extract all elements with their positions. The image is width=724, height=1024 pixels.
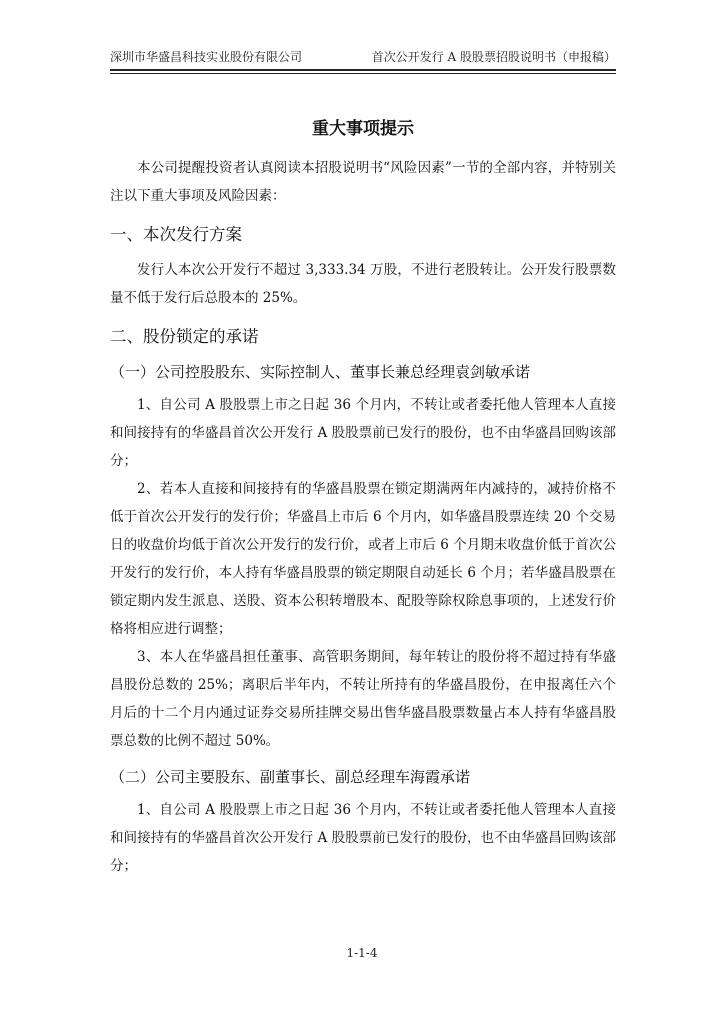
subsection-1-paragraph-1: 1、自公司 A 股股票上市之日起 36 个月内，不转让或者委托他人管理本人直接和间接持有的华盛昌首次公开发行 A 股股票前已发行的股份，也不由华盛昌回购该部分；: [110, 397, 616, 469]
running-header: [110, 48, 616, 66]
header-rule-thin: [110, 73, 616, 74]
subsection-2-heading: （二）公司主要股东、副董事长、副总经理车海霞承诺: [110, 768, 471, 786]
subsection-2-paragraph-1: 1、自公司 A 股股票上市之日起 36 个月内，不转让或者委托他人管理本人直接和间接持有的华盛昌首次公开发行 A 股股票前已发行的股份，也不由华盛昌回购该部分；: [110, 802, 616, 874]
subsection-1-paragraph-2: 2、若本人直接和间接持有的华盛昌股票在锁定期满两年内减持的，减持价格不低于首次公开发行的发行价；华盛昌上市后 6 个月内，如华盛昌股票连续 20 个交易日的收盘价均低于首次公开发行的发行价，或者上市后 6 个月期末收盘价低于首次公开发行的发行价，本人持有华盛昌股票的锁定期限自动延长 6 个月；若华盛昌股票在锁定期内发生派息、送股、资本公积转增股本、配股等除权除息事项的，上述发行价格将相应进行调整；: [110, 481, 616, 637]
subsection-1-heading: （一）公司控股股东、实际控制人、董事长兼总经理袁剑敏承诺: [110, 363, 531, 381]
section-1-paragraph: 发行人本次公开发行不超过 3,333.34 万股，不进行老股转让。公开发行股票数量不低于发行后总股本的 25%。: [110, 262, 616, 306]
section-1-heading: 一、本次发行方案: [110, 225, 242, 244]
page-number: 1-1-4: [346, 946, 378, 960]
header-company-name: 深圳市华盛昌科技实业股份有限公司: [110, 50, 303, 64]
header-document-name: 首次公开发行 A 股股票招股说明书（申报稿）: [371, 50, 616, 64]
page-content: [110, 116, 616, 880]
subsection-1-paragraph-3: 3、本人在华盛昌担任董事、高管职务期间，每年转让的股份将不超过持有华盛昌股份总数的 25%；离职后半年内，不转让所持有的华盛昌股份，在申报离任六个月后的十二个月内通过证券交易所挂牌交易出售华盛昌股票数量占本人持有华盛昌股票总数的比例不超过 50%。: [110, 649, 616, 749]
header-rule-thick: [110, 69, 616, 71]
page-title: 重大事项提示: [312, 119, 414, 139]
section-2-heading: 二、股份锁定的承诺: [110, 327, 259, 346]
intro-paragraph: 本公司提醒投资者认真阅读本招股说明书“风险因素”一节的全部内容，并特别关注以下重大事项及风险因素：: [110, 160, 616, 204]
